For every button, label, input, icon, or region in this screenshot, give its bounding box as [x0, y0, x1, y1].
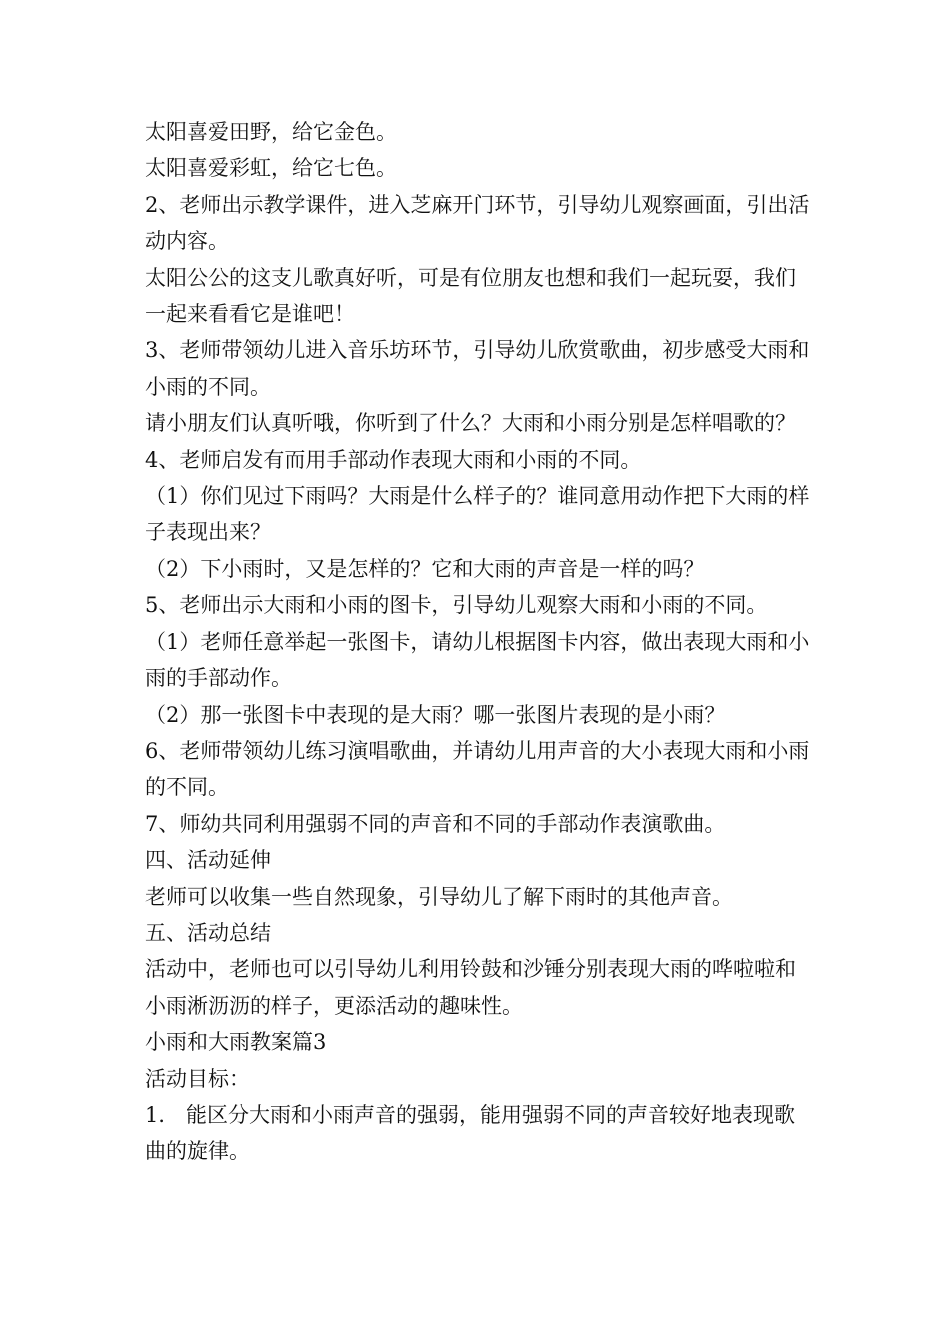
- paragraph-step-3-dialogue: 请小朋友们认真听哦，你听到了什么？大雨和小雨分别是怎样唱歌的？: [145, 411, 796, 436]
- document-body: [145, 114, 813, 1170]
- section-heading-extension: 四、活动延伸: [145, 848, 271, 873]
- paragraph-sun-rainbow: 太阳喜爱彩虹，给它七色。: [145, 156, 397, 181]
- paragraph-step-7: 7、师幼共同利用强弱不同的声音和不同的手部动作表演歌曲。: [145, 811, 726, 836]
- paragraph-step-3: 3、老师带领幼儿进入音乐坊环节，引导幼儿欣赏歌曲，初步感受大雨和小雨的不同。: [145, 338, 810, 399]
- paragraph-step-2: 2、老师出示教学课件，进入芝麻开门环节，引导幼儿观察画面，引出活动内容。: [145, 192, 810, 254]
- paragraph-step-5-item-2: （2）那一张图卡中表现的是大雨？哪一张图片表现的是小雨？: [145, 702, 726, 727]
- paragraph-step-4: 4、老师启发有而用手部动作表现大雨和小雨的不同。: [145, 447, 642, 472]
- paragraph-step-4-item-2: （2）下小雨时，又是怎样的？它和大雨的声音是一样的吗？: [145, 556, 705, 581]
- activity-goals-heading: 活动目标：: [145, 1066, 250, 1091]
- paragraph-step-6: 6、老师带领幼儿练习演唱歌曲，并请幼儿用声音的大小表现大雨和小雨的不同。: [145, 738, 810, 800]
- paragraph-step-4-item-1: （1）你们见过下雨吗？大雨是什么样子的？谁同意用动作把下大雨的样子表现出来？: [145, 484, 810, 545]
- paragraph-summary: 活动中，老师也可以引导幼儿利用铃鼓和沙锤分别表现大雨的哗啦啦和小雨淅沥沥的样子，更添活动的趣味性。: [145, 957, 796, 1018]
- paragraph-step-5-item-1: （1）老师任意举起一张图卡，请幼儿根据图卡内容，做出表现大雨和小雨的手部动作。: [145, 629, 810, 691]
- paragraph-step-5: 5、老师出示大雨和小雨的图卡，引导幼儿观察大雨和小雨的不同。: [145, 593, 768, 618]
- paragraph-step-2-dialogue: 太阳公公的这支儿歌真好听，可是有位朋友也想和我们一起玩耍，我们一起来看看它是谁吧！: [145, 265, 796, 327]
- lesson-plan-title: 小雨和大雨教案篇3: [145, 1030, 327, 1055]
- section-heading-summary: 五、活动总结: [145, 920, 271, 945]
- paragraph-extension: 老师可以收集一些自然现象，引导幼儿了解下雨时的其他声音。: [145, 884, 733, 909]
- paragraph-sun-fields: 太阳喜爱田野，给它金色。: [145, 120, 397, 144]
- activity-goal-1: 1． 能区分大雨和小雨声音的强弱，能用强弱不同的声音较好地表现歌曲的旋律。: [145, 1102, 796, 1164]
